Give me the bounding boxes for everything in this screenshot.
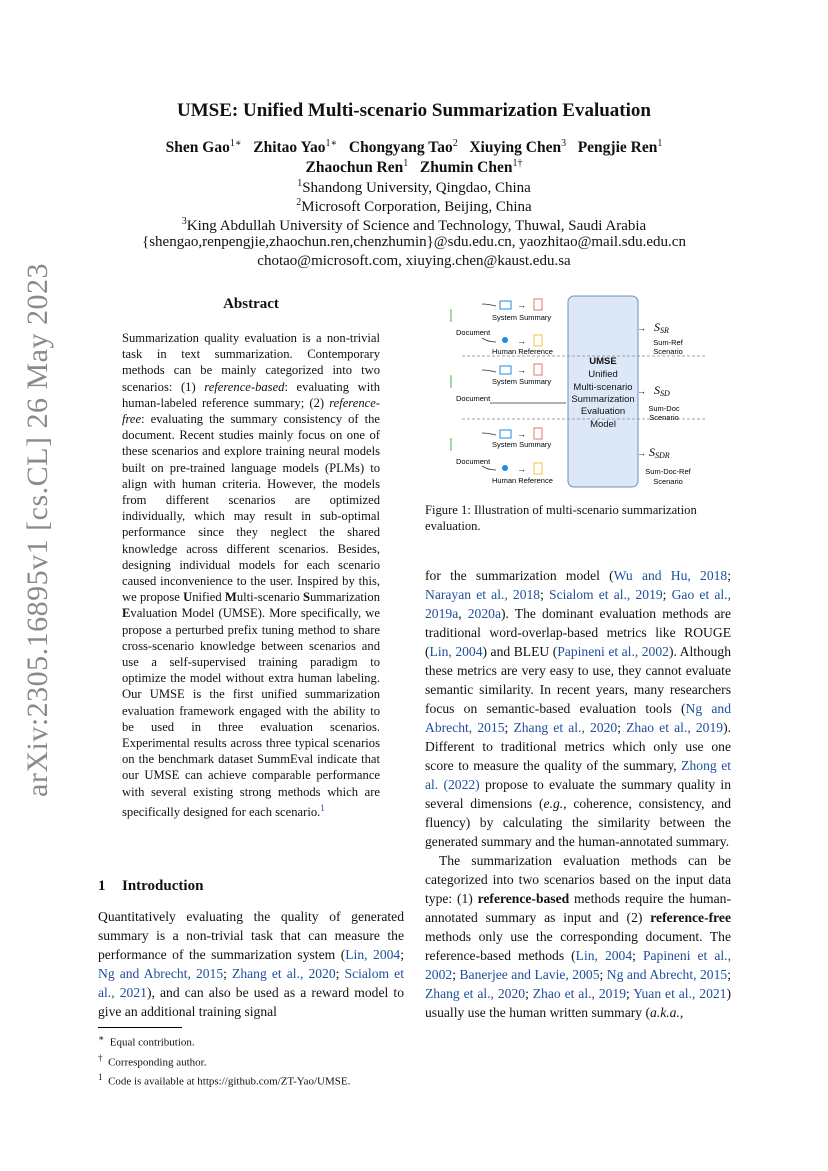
human-reference-label: Human Reference: [492, 476, 553, 485]
author: Xiuying Chen$^3$: [469, 138, 567, 157]
figure-caption: Figure 1: Illustration of multi-scenario summarization evaluation.: [425, 503, 697, 533]
arrow-icon: →: [517, 429, 526, 439]
document-icon: [450, 439, 451, 450]
document-label: Document: [456, 394, 491, 403]
author: Zhaochun Ren$^1$: [305, 158, 409, 177]
author: Zhitao Yao$^{1∗}$: [253, 138, 338, 157]
document-label: Document: [456, 328, 491, 337]
affiliation: $^1$Shandong University, Qingdao, China: [297, 178, 531, 196]
score-label: SSDR: [649, 445, 670, 460]
scenario-label: Sum-Ref: [653, 338, 683, 347]
summary-icon: [534, 364, 542, 375]
citation-link[interactable]: 2020a: [467, 606, 501, 621]
arrow-icon: →: [637, 448, 646, 458]
citation-link[interactable]: Gao et al., 2019a: [425, 587, 731, 621]
footnote: $^1$ Code is available at https://github.com/ZT-Yao/UMSE.: [98, 1072, 351, 1088]
citation-link[interactable]: Lin, 2004: [575, 948, 633, 963]
monitor-icon: [500, 366, 511, 374]
model-label: Multi-scenario: [573, 382, 633, 393]
arrow-icon: →: [517, 365, 526, 375]
scenario-row-sum-ref: [450, 299, 684, 356]
citation-link[interactable]: Zhang et al., 2020: [425, 986, 526, 1001]
citation-link[interactable]: Scialom et al., 2019: [549, 587, 663, 602]
scenario-label: Sum-Doc: [648, 404, 680, 413]
model-label: Evaluation: [580, 406, 626, 417]
person-icon: [502, 465, 508, 471]
scenario-label: Scenario: [653, 347, 683, 356]
citation-link[interactable]: Ng and Abrecht, 2015: [425, 701, 732, 735]
model-label: Summarization: [571, 394, 635, 405]
affiliation: $^2$Microsoft Corporation, Beijing, China: [296, 197, 532, 215]
arrow-icon: →: [637, 323, 646, 333]
email-line[interactable]: {shengao,renpengjie,zhaochun.ren,chenzhumin}@sdu.edu.cn, yaozhitao@mail.sdu.edu.cn: [142, 234, 686, 250]
human-reference-label: Human Reference: [492, 347, 553, 356]
citation-link[interactable]: Papineni et al., 2002: [425, 948, 731, 982]
section-heading: 1 Introduction: [98, 878, 204, 894]
abstract-heading: Abstract: [223, 296, 279, 312]
author: Pengjie Ren$^1$: [577, 138, 663, 157]
model-label: Unified: [588, 369, 618, 380]
arrow-icon: →: [517, 300, 526, 310]
arrow-icon: →: [637, 386, 646, 396]
scenario-label: Scenario: [653, 477, 683, 486]
scenario-label: Sum-Doc-Ref: [645, 467, 691, 476]
affiliation: $^3$King Abdullah University of Science and Technology, Thuwal, Saudi Arabia: [181, 216, 647, 234]
document-icon: [450, 310, 451, 321]
arxiv-identifier: [18, 200, 58, 860]
author: Shen Gao$^{1∗}$: [165, 138, 242, 157]
citation-link[interactable]: Banerjee and Lavie, 2005: [459, 967, 600, 982]
citation-link[interactable]: Narayan et al., 2018: [425, 587, 541, 602]
citation-link[interactable]: Zhang et al., 2020: [232, 966, 336, 981]
summary-icon: [534, 299, 542, 310]
reference-icon: [534, 335, 542, 346]
citation-link[interactable]: Yuan et al., 2021: [633, 986, 727, 1001]
citation-link[interactable]: Wu and Hu, 2018: [613, 568, 728, 583]
score-label: SSR: [654, 320, 669, 335]
model-label: UMSE: [589, 356, 617, 367]
citation-link[interactable]: Zhong et al. (2022): [425, 758, 732, 792]
author: Zhumin Chen$^{1\dagger}$: [419, 158, 523, 177]
person-icon: [502, 337, 508, 343]
score-label: SSD: [654, 383, 670, 398]
paragraph: for the summarization model (Wu and Hu, 2018; Narayan et al., 2018; Scialom et al., 2019; Gao et al., 2019a, 2020a). The dominant evaluation methods are traditional word-overlap-based metrics like ROUGE (Lin, 2004) and BLEU (Papineni et al., 2002). Although these metrics are very easy to use, they cannot evaluate semantic similarity. In recent years, many researchers focus on semantic-based evaluation tools (Ng and Abrecht, 2015; Zhang et al., 2020; Zhao et al., 2019). Different to traditional metrics which only use one score to measure the quality of the summary, Zhong et al. (2022) propose to evaluate the summary quality in several dimensions (e.g., coherence, consistency, and fluency) by calculating the similarity between the generated summary and the human-annotated summary.: [425, 568, 732, 849]
citation-link[interactable]: Zhao et al., 2019: [626, 720, 724, 735]
reference-icon: [534, 463, 542, 474]
document-label: Document: [456, 457, 491, 466]
citation-link[interactable]: Zhao et al., 2019: [532, 986, 627, 1001]
footnote: † Corresponding author.: [98, 1052, 207, 1069]
author: Chongyang Tao$^2$: [348, 138, 458, 157]
system-summary-label: System Summary: [492, 440, 552, 449]
footnote-rule: [98, 1027, 182, 1028]
arxiv-id-text: arXiv:2305.16895v1 [cs.CL] 26 May 2023: [21, 263, 54, 797]
monitor-icon: [500, 430, 511, 438]
footnote: ∗ Equal contribution.: [98, 1033, 195, 1049]
citation-link[interactable]: Zhang et al., 2020: [513, 720, 618, 735]
arrow-icon: →: [517, 336, 526, 346]
system-summary-label: System Summary: [492, 377, 552, 386]
scenario-label: Scenario: [649, 413, 679, 422]
model-label: Model: [590, 419, 616, 430]
right-column-text: [425, 566, 731, 1022]
paragraph: The summarization evaluation methods can be categorized into two scenarios based on the input data type: (1) reference-based methods require the human-annotated summary as input and (2) reference-free methods only use the corresponding document. The reference-based methods (Lin, 2004; Papineni et al., 2002; Banerjee and Lavie, 2005; Ng and Abrecht, 2015; Zhang et al., 2020; Zhao et al., 2019; Yuan et al., 2021) usually use the human written summary (a.k.a.,: [425, 853, 731, 1020]
email-line[interactable]: chotao@microsoft.com, xiuying.chen@kaust.edu.sa: [257, 253, 571, 269]
scenario-row-sum-doc: [450, 364, 680, 422]
paper-title: UMSE: Unified Multi-scenario Summarization Evaluation: [177, 100, 651, 121]
monitor-icon: [500, 301, 511, 309]
system-summary-label: System Summary: [492, 313, 552, 322]
abstract-body: Summarization quality evaluation is a non-trivial task in text summarization. Contemporary methods can be mainly categorized into two scenarios: (1) reference-based: evaluating with human-labeled reference summary; (2) reference-free: evaluating the summary consistency of the document. Recent studies mainly focus on one of these scenarios and explore training neural models built on pre-trained language models (PLMs) to align with human criteria. However, the models from different scenarios are optimized individually, which may result in sub-optimal performance since they neglect the shared knowledge across different scenarios. Besides, designing individual models for each scenario caused inconvenience to the user. Inspired by this, we propose Unified Multi-scenario Summarization Evaluation Model (UMSE). More specifically, we propose a perturbed prefix tuning method to share cross-scenario knowledge between scenarios and use a self-supervised training paradigm to optimize the model without extra human labeling. Our UMSE is the first unified summarization evaluation framework engaged with the ability to be used in three evaluation scenarios. Experimental results across three typical scenarios on the benchmark dataset SummEval indicate that our UMSE can achieve comparable performance with several existing strong methods which are specifically designed for each scenario.$^1$: [122, 331, 381, 820]
citation-link[interactable]: Ng and Abrecht, 2015: [98, 966, 224, 981]
citation-link[interactable]: Ng and Abrecht, 2015: [606, 967, 728, 982]
citation-link[interactable]: Scialom et al., 2021: [98, 966, 404, 1000]
citation-link[interactable]: Lin, 2004: [429, 644, 483, 659]
citation-link[interactable]: Papineni et al., 2002: [557, 644, 669, 659]
citation-link[interactable]: Lin, 2004: [345, 947, 401, 962]
footnote-ref[interactable]: 1: [320, 802, 325, 813]
summary-icon: [534, 428, 542, 439]
figure-multi-scenario-diagram: [450, 290, 710, 490]
document-icon: [450, 376, 451, 387]
intro-paragraph: Quantitatively evaluating the quality of generated summary is a non-trivial task that can measure the performance of the summarization system (Lin, 2004; Ng and Abrecht, 2015; Zhang et al., 2020; Scialom et al., 2021), and can also be used as a reward model to give an additional training signal: [98, 909, 404, 1019]
footnotes: [98, 1031, 404, 1090]
arrow-icon: →: [517, 464, 526, 474]
